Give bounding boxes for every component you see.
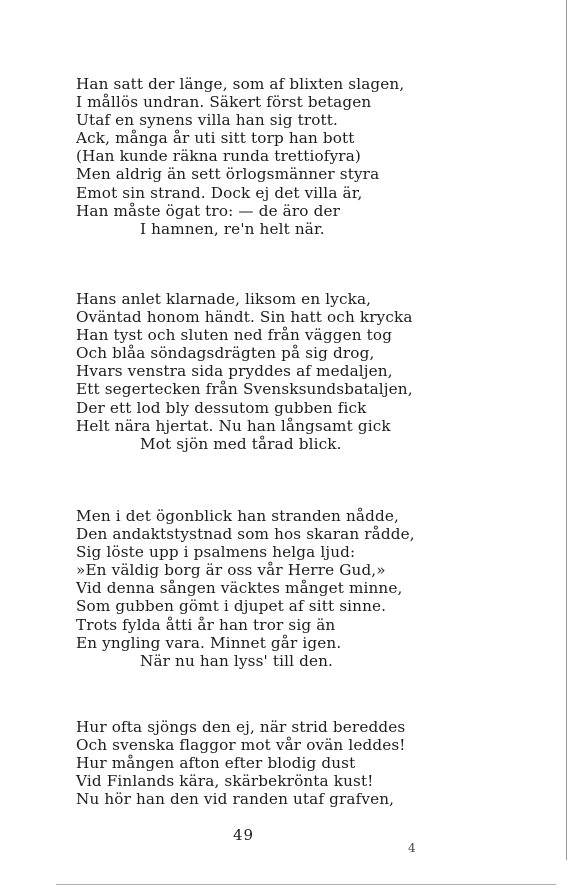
verse-line: En yngling vara. Minnet går igen. (76, 633, 342, 652)
page-edge-right (566, 0, 567, 860)
verse-line: Han måste ögat tro: — de äro der (76, 201, 340, 220)
verse-line: Ack, många år uti sitt torp han bott (76, 129, 355, 148)
verse-line: Han tyst och sluten ned från väggen tog (76, 326, 393, 345)
verse-line: Ett segertecken från Svensksundsbataljen, (76, 380, 413, 399)
verse-line: Hans anlet klarnade, liksom en lycka, (76, 290, 372, 308)
verse-line: Emot sin strand. Dock ej det villa är, (76, 183, 363, 202)
refrain-line: I hamnen, re'n helt när. (140, 219, 325, 238)
verse-line: (Han kunde räkna runda trettiofyra) (76, 147, 361, 166)
verse-line: Han satt der länge, som af blixten slagen, (76, 75, 405, 93)
verse-line: »En väldig borg är oss vår Herre Gud,» (76, 561, 386, 580)
verse-line: I mållös undran. Säkert först betagen (76, 93, 372, 112)
signature-mark: 4 (408, 841, 416, 855)
verse-line: Men i det ögonblick han stranden nådde, (76, 507, 399, 525)
verse-line: Och svenska flaggor mot vår ovän leddes! (76, 736, 406, 755)
verse-line: Vid Finlands kära, skärbekrönta kust! (76, 772, 374, 791)
verse-line: Men aldrig än sett örlogsmänner styra (76, 165, 380, 184)
verse-line: Hur mången afton efter blodig dust (76, 754, 356, 773)
stanza-4 (76, 718, 406, 808)
verse-line: Oväntad honom händt. Sin hatt och krycka (76, 308, 413, 327)
verse-line: Hvars venstra sida pryddes af medaljen, (76, 362, 393, 381)
stanza-3 (76, 507, 415, 670)
verse-line: Der ett lod bly dessutom gubben fick (76, 398, 367, 417)
verse-line: Utaf en synens villa han sig trott. (76, 111, 339, 130)
verse-line: Trots fylda åtti år han tror sig än (76, 615, 336, 634)
stanza-2 (76, 290, 413, 453)
verse-line: Vid denna sången väcktes månget minne, (76, 579, 403, 598)
page-edge-bottom (56, 884, 556, 885)
verse-line: Som gubben gömt i djupet af sitt sinne. (76, 597, 387, 616)
verse-line: Hur ofta sjöngs den ej, när strid bereddes (76, 718, 406, 736)
refrain-line: Mot sjön med tårad blick. (140, 434, 342, 453)
verse-line: Nu hör han den vid randen utaf grafven, (76, 790, 395, 809)
verse-line: Och blåa söndagsdrägten på sig drog, (76, 344, 375, 363)
verse-line: Helt nära hjertat. Nu han långsamt gick (76, 416, 391, 435)
stanza-1 (76, 75, 404, 238)
verse-line: Den andaktstystnad som hos skaran rådde, (76, 525, 415, 544)
refrain-line: När nu han lyss' till den. (140, 651, 334, 670)
verse-line: Sig löste upp i psalmens helga ljud: (76, 543, 356, 562)
page-number: 49 (233, 826, 255, 844)
